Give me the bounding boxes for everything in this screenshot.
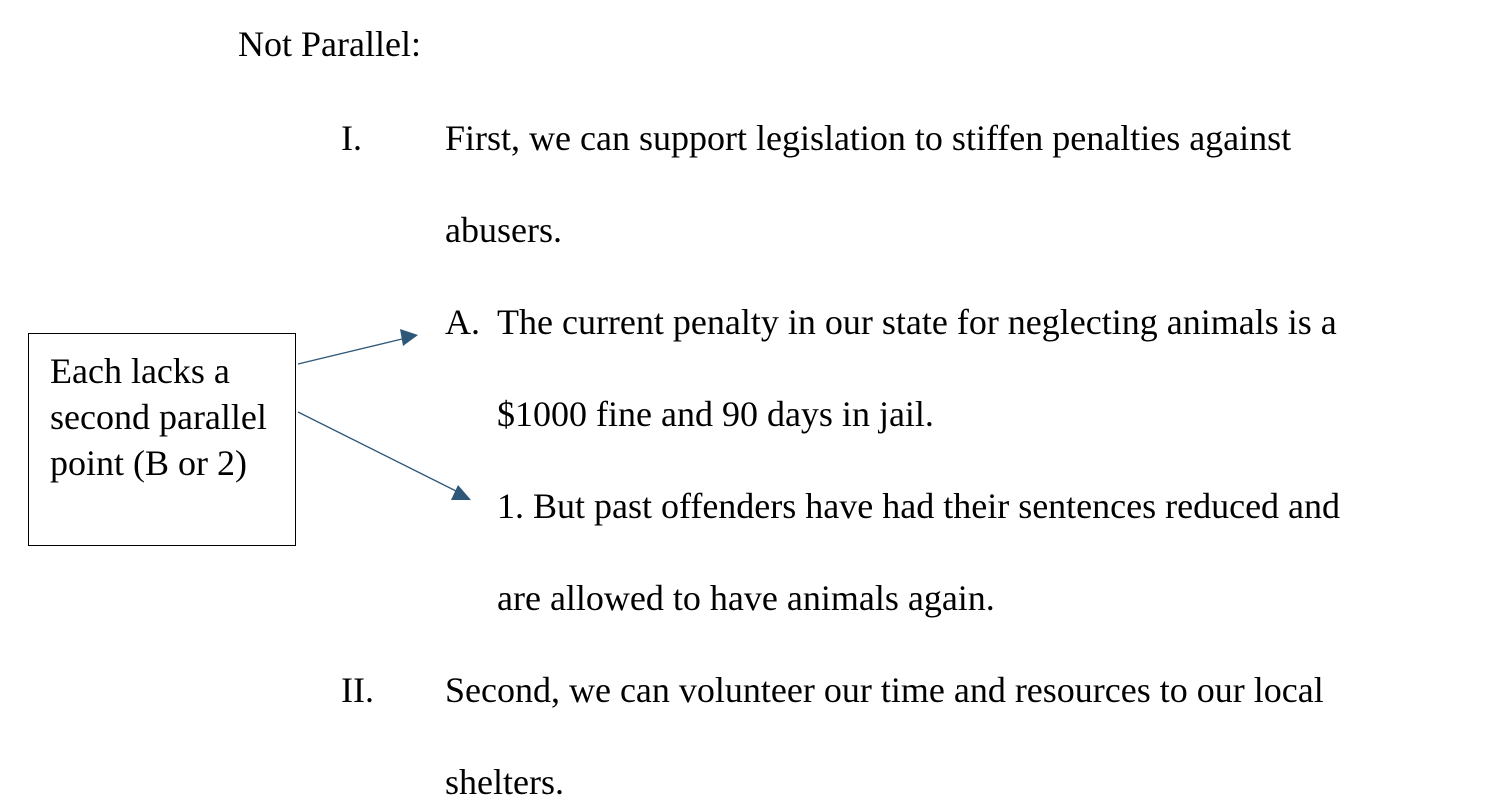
outline-item-1-line-2: abusers. [445,210,562,250]
callout-box [28,333,296,546]
outline-subsubpoint-1-line-2: are allowed to have animals again. [497,578,995,618]
arrow-to-subpoint-a [298,329,418,364]
outline-numeral-1: I. [341,118,362,158]
arrow-to-subsubpoint-1 [298,412,471,500]
outline-subpoint-a-line-2: $1000 fine and 90 days in jail. [497,394,934,434]
outline-item-2-line-2: shelters. [445,762,564,802]
outline-numeral-2: II. [341,670,374,710]
outline-subpoint-a-line-1: The current penalty in our state for neglecting animals is a [497,302,1337,342]
callout-text: Each lacks a second parallel point (B or 2) [50,351,267,483]
outline-letter-a: A. [445,302,480,342]
outline-item-2-line-1: Second, we can volunteer our time and resources to our local [445,670,1324,710]
outline-item-1-line-1: First, we can support legislation to stiffen penalties against [445,118,1292,158]
section-heading: Not Parallel: [238,24,421,64]
outline-subsubpoint-1-line-1: 1. But past offenders have had their sentences reduced and [497,486,1341,526]
